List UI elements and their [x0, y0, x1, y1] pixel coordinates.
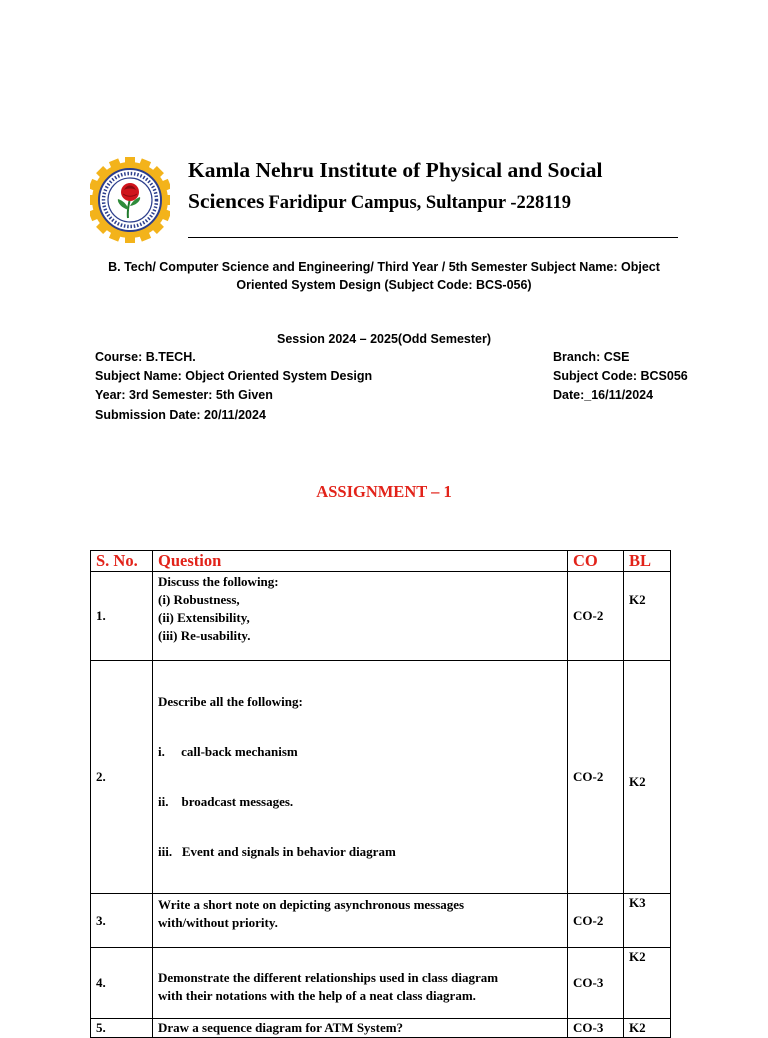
session-heading: Session 2024 – 2025(Odd Semester) — [276, 332, 491, 346]
question-line: (i) Robustness, — [158, 592, 240, 607]
year-semester-label: Year: 3rd Semester: 5th Given — [95, 388, 273, 402]
row-question — [153, 661, 568, 894]
row-question — [153, 1019, 568, 1038]
row-co: CO-2 — [568, 661, 624, 894]
row-bl: K2 — [624, 661, 671, 894]
question-line: i. call-back mechanism — [158, 744, 298, 759]
institute-campus: Faridipur Campus, Sultanpur -228119 — [268, 193, 572, 213]
table-row — [91, 894, 671, 948]
question-line: ii. broadcast messages. — [158, 794, 294, 809]
header-question: Question — [153, 551, 568, 572]
header-co: CO — [568, 551, 624, 572]
institute-name-sciences: Sciences — [188, 189, 265, 213]
table-row — [91, 1019, 671, 1038]
table-row — [91, 572, 671, 661]
subject-code-label: Subject Code: BCS056 — [553, 369, 688, 383]
row-co: CO-2 — [568, 894, 624, 948]
question-line: Write a short note on depicting asynchronous messages — [158, 897, 465, 912]
submission-date-label: Submission Date: 20/11/2024 — [95, 408, 266, 422]
row-bl: K2 — [624, 572, 671, 661]
assignment-title: ASSIGNMENT – 1 — [316, 482, 452, 501]
row-sno: 3. — [91, 894, 153, 948]
question-table — [90, 550, 671, 1038]
row-question — [153, 894, 568, 948]
question-line: (iii) Re-usability. — [158, 628, 251, 643]
institute-name-line2 — [188, 189, 571, 214]
subject-name-label: Subject Name: Object Oriented System Design — [95, 369, 373, 383]
branch-label: Branch: CSE — [553, 350, 630, 364]
date-label: Date:_16/11/2024 — [553, 388, 654, 402]
row-bl: K2 — [624, 948, 671, 1019]
question-line: (ii) Extensibility, — [158, 610, 250, 625]
table-row — [91, 948, 671, 1019]
table-row — [91, 661, 671, 894]
course-description: B. Tech/ Computer Science and Engineering/ Third Year / 5th Semester Subject Name: Object Oriented System Design (Subject Code: BCS-056) — [108, 260, 660, 292]
header-sno: S. No. — [91, 551, 153, 572]
row-sno: 2. — [91, 661, 153, 894]
header-bl: BL — [624, 551, 671, 572]
row-co: CO-3 — [568, 1019, 624, 1038]
question-line: Discuss the following: — [158, 574, 279, 589]
institute-logo — [90, 157, 170, 243]
row-question — [153, 572, 568, 661]
question-line: with/without priority. — [158, 915, 278, 930]
row-sno: 5. — [91, 1019, 153, 1038]
question-line: iii. Event and signals in behavior diagram — [158, 844, 396, 859]
table-header-row — [91, 551, 671, 572]
course-label: Course: B.TECH. — [95, 350, 196, 364]
header-divider — [188, 237, 678, 238]
row-sno: 4. — [91, 948, 153, 1019]
row-bl: K3 — [624, 894, 671, 948]
row-co: CO-2 — [568, 572, 624, 661]
row-bl: K2 — [624, 1019, 671, 1038]
question-line: Demonstrate the different relationships used in class diagram — [158, 970, 499, 985]
question-line: Draw a sequence diagram for ATM System? — [158, 1020, 404, 1035]
row-sno: 1. — [91, 572, 153, 661]
question-line: Describe all the following: — [158, 694, 303, 709]
row-question — [153, 948, 568, 1019]
question-line: with their notations with the help of a neat class diagram. — [158, 988, 476, 1003]
row-co: CO-3 — [568, 948, 624, 1019]
institute-name-line1: Kamla Nehru Institute of Physical and Social — [188, 158, 603, 182]
